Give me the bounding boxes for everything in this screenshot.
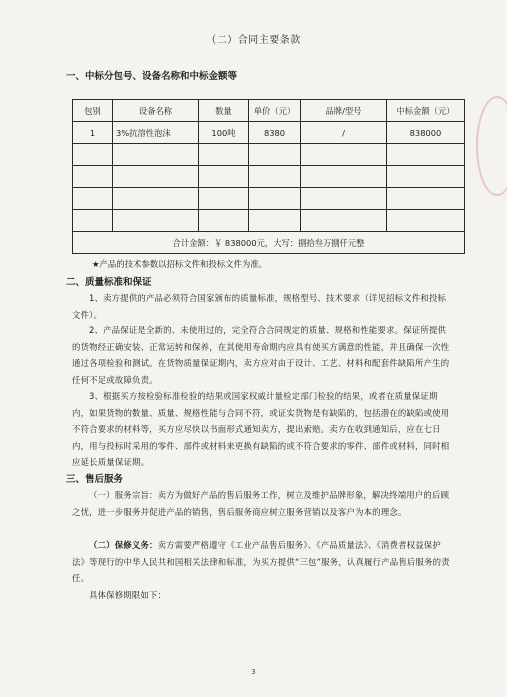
section2-paragraph-1: 1、卖方提供的产品必须符合国家颁布的质量标准，规格型号、技术要求（详见招标文件和投标文件）。 bbox=[72, 293, 447, 320]
bid-table bbox=[72, 99, 465, 254]
table-cell: 100吨 bbox=[199, 122, 249, 144]
warranty-lead: （二）保修义务： bbox=[89, 540, 158, 550]
table-row bbox=[73, 166, 465, 188]
section2-paragraph-2: 2、产品保证是全新的、未使用过的，完全符合合同规定的质量、规格和性能要求。保证所提供的货物经正确安装、正常运转和保养，在其使用寿命期内应具有使买方满意的性能，并且确保一次性通过各项检验和测试。在货物质量保证期内，卖方应对由于设计、工艺、材料和配套件缺陷所产生的任何不足或故障负责。 bbox=[72, 325, 450, 385]
table-cell: 8380 bbox=[249, 122, 301, 144]
warranty-body: 卖方需要严格遵守《工业产品售后服务》、《产品质量法》、《消费者权益保护法》等现行的中华人民共和国相关法律和标准，为买方提供“三包”服务，认真履行产品售后服务的责任。 bbox=[72, 540, 450, 583]
official-seal bbox=[476, 96, 507, 196]
section2-paragraph-3: 3、根据买方按检验标准检验的结果或国家权威计量检定部门检验的结果，或者在质量保证期内，如果货物的数量、质量、规格性能与合同不符，或证实货物是有缺陷的，包括潜在的缺陷或使用不符合要求的材料等，买方应尽快以书面形式通知卖方，提出索赔。卖方在收到通知后，应在七日内，用与投标时采用的零件、部件或材料来更换有缺陷的或不符合要求的零件、部件或材料，同时相应延长质量保证期。 bbox=[72, 391, 450, 467]
table-cell: 1 bbox=[73, 122, 113, 144]
table-cell: / bbox=[301, 122, 387, 144]
header-cell: 单价（元） bbox=[249, 100, 301, 122]
page-title: （二）合同主要条款 bbox=[206, 35, 301, 46]
page-number: 3 bbox=[251, 668, 256, 676]
table-header-row bbox=[73, 100, 465, 122]
table-note: ★产品的技术参数以招标文件和投标文件为准。 bbox=[92, 259, 268, 269]
table-cell: 838000 bbox=[387, 122, 465, 144]
section3-paragraph-1: （一）服务宗旨：卖方为做好产品的售后服务工作，树立及维护品牌形象，解决终端用户的后顾之忧，进一步服务并促进产品的销售，售后服务商应树立服务营销以及客户为本的理念。 bbox=[72, 490, 450, 517]
header-cell: 中标金额（元） bbox=[387, 100, 465, 122]
section3-paragraph-2 bbox=[72, 537, 450, 587]
total-amount: 合计金额：￥ 838000元，大写：捌拾叁万捌仟元整 bbox=[73, 232, 465, 254]
table-row bbox=[73, 122, 465, 144]
section2-heading: 二、质量标准和保证 bbox=[66, 277, 152, 288]
section1-heading: 一、中标分包号、设备名称和中标金额等 bbox=[66, 71, 238, 82]
header-cell: 包别 bbox=[73, 100, 113, 122]
section3-paragraph-3: 具体保修期限如下： bbox=[89, 590, 167, 600]
table-row bbox=[73, 188, 465, 210]
header-cell: 设备名称 bbox=[113, 100, 199, 122]
section3-heading: 三、售后服务 bbox=[66, 474, 124, 485]
table-row bbox=[73, 144, 465, 166]
header-cell: 数量 bbox=[199, 100, 249, 122]
table-cell: 3%抗溶性泡沫 bbox=[113, 122, 199, 144]
table-total-row bbox=[73, 232, 465, 254]
header-cell: 品牌/型号 bbox=[301, 100, 387, 122]
table-row bbox=[73, 210, 465, 232]
